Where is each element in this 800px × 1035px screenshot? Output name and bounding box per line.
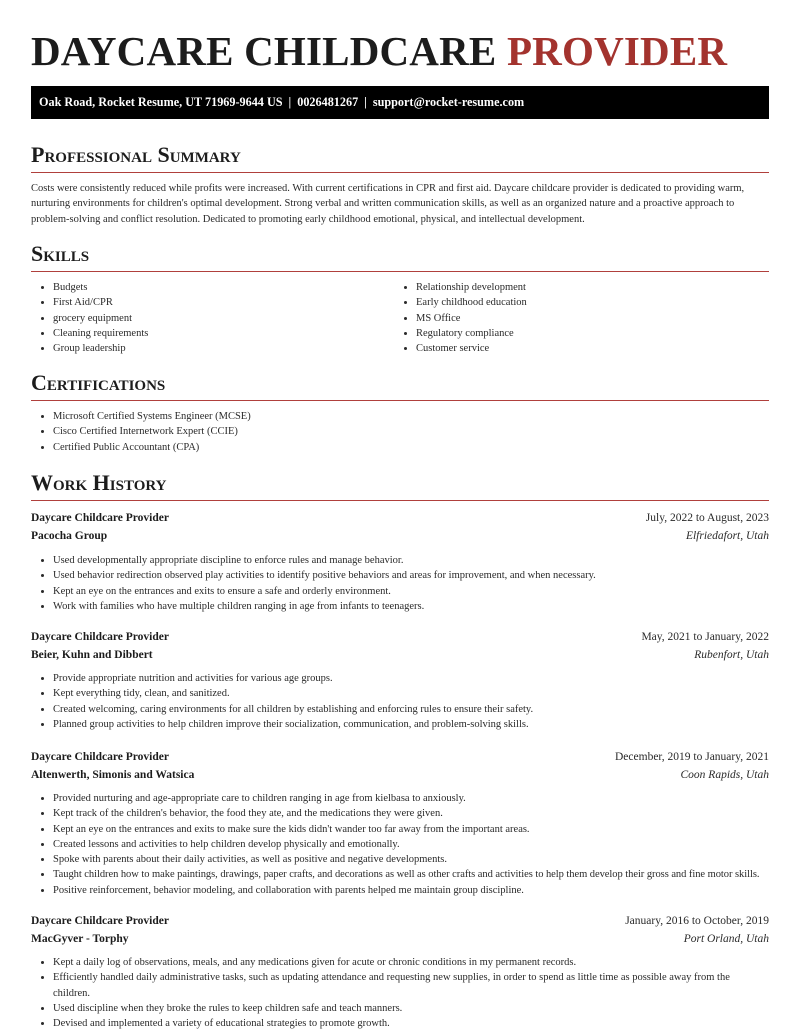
skill-item: • First Aid/CPR (53, 295, 393, 310)
job-bullet: • Created welcoming, caring environments for all children by establishing and enforcing rules to ensure their safety. (53, 702, 769, 717)
skills-list-right (394, 280, 756, 356)
contact-address: Oak Road, Rocket Resume, UT 71969-9644 US (39, 95, 283, 109)
skill-item: • MS Office (416, 311, 756, 326)
job-bullets (31, 791, 793, 898)
skill-item: • Regulatory compliance (416, 326, 756, 341)
job-dates: May, 2021 to January, 2022 (641, 631, 769, 643)
skills-list-left (31, 280, 393, 356)
job-bullet: • Kept an eye on the entrances and exits to make sure the kids didn't wander too far away from the important areas. (53, 822, 793, 837)
contact-bar (31, 86, 769, 119)
job-bullet: • Provide appropriate nutrition and activities for various age groups. (53, 671, 769, 686)
skill-item: • Early childhood education (416, 295, 756, 310)
skill-item: • Group leadership (53, 341, 393, 356)
job-bullet: • Taught children how to make paintings, drawings, paper crafts, and decorations as well as other crafts and activities to help them develop their gross and fine motor skills. (53, 867, 793, 882)
job-bullet: • Efficiently handled daily administrative tasks, such as updating attendance and requesting new supplies, in order to spend as little time as possible away from the children. (53, 970, 769, 1001)
section-divider (31, 172, 769, 173)
summary-heading: Professional Summary (31, 142, 241, 167)
section-divider (31, 271, 769, 272)
job-bullets (31, 671, 769, 732)
job-bullets (31, 955, 769, 1031)
contact-separator: | (288, 95, 292, 109)
job-bullet: • Used behavior redirection observed play activities to identify positive behaviors and areas for improvement, and when necessary. (53, 568, 769, 583)
job-location: Elfriedafort, Utah (685, 530, 769, 542)
contact-email: support@rocket-resume.com (372, 95, 525, 109)
job-bullet: • Kept track of the children's behavior, the food they ate, and the medications they were given. (53, 806, 793, 821)
job-bullet: • Kept everything tidy, clean, and sanitized. (53, 686, 769, 701)
job-dates: January, 2016 to October, 2019 (625, 915, 769, 927)
job-dates: July, 2022 to August, 2023 (645, 512, 769, 524)
job-location: Coon Rapids, Utah (680, 769, 769, 781)
job-bullet: • Kept a daily log of observations, meals, and any medications given for acute or chronic conditions in my permanent records. (53, 955, 769, 970)
certifications-list (31, 409, 769, 455)
job-company: Beier, Kuhn and Dibbert (31, 649, 153, 661)
job-bullets (31, 553, 769, 614)
certification-item: • Microsoft Certified Systems Engineer (MCSE) (53, 409, 769, 424)
skill-item: • grocery equipment (53, 311, 393, 326)
job-bullet: • Positive reinforcement, behavior modeling, and collaboration with parents helped me maintain group discipline. (53, 883, 793, 898)
work-history-heading: Work History (31, 470, 167, 495)
section-divider (31, 500, 769, 501)
job-title: Daycare Childcare Provider (31, 915, 169, 927)
job-title: Daycare Childcare Provider (31, 751, 169, 763)
job-bullet: • Spoke with parents about their daily activities, as well as positive and negative developments. (53, 852, 793, 867)
job-bullet: • Used developmentally appropriate discipline to enforce rules and manage behavior. (53, 553, 769, 568)
job-location: Rubenfort, Utah (694, 649, 769, 661)
certifications-heading: Certifications (31, 370, 166, 395)
job-bullet: • Kept an eye on the entrances and exits to ensure a safe and orderly environment. (53, 584, 769, 599)
skill-item: • Budgets (53, 280, 393, 295)
job-dates: December, 2019 to January, 2021 (615, 751, 769, 763)
job-bullet: • Created lessons and activities to help children develop physically and emotionally. (53, 837, 793, 852)
job-title: Daycare Childcare Provider (31, 512, 169, 524)
job-company: Pacocha Group (31, 530, 108, 542)
skill-item: • Cleaning requirements (53, 326, 393, 341)
job-location: Port Orland, Utah (683, 933, 769, 945)
skills-heading: Skills (31, 241, 90, 266)
job-bullet: • Devised and implemented a variety of educational strategies to promote growth. (53, 1016, 769, 1031)
summary-text: Costs were consistently reduced while profits were increased. With current certifications in CPR and first aid. Daycare childcare provider is dedicated to providing warm, nurturing environments for children's optimal development. Strong verbal and written communication skills, as well as an organized nature and a proactive approach to problem-solving and conflict resolution. Dedicated to promoting early childhood emotional, physical, and intellectual development. (31, 183, 745, 225)
job-bullet: • Planned group activities to help children improve their socialization, communication, and problem-solving skills. (53, 717, 769, 732)
job-company: Altenwerth, Simonis and Watsica (31, 769, 195, 781)
job-bullet: • Used discipline when they broke the rules to keep children safe and teach manners. (53, 1001, 769, 1016)
certification-item: • Certified Public Accountant (CPA) (53, 440, 769, 455)
skill-item: • Customer service (416, 341, 756, 356)
resume-name (31, 28, 727, 74)
job-company: MacGyver - Torphy (31, 933, 129, 945)
job-bullet: • Provided nurturing and age-appropriate care to children ranging in age from kielbasa to anxiously. (53, 791, 793, 806)
skill-item: • Relationship development (416, 280, 756, 295)
job-title: Daycare Childcare Provider (31, 631, 169, 643)
name-main: DAYCARE CHILDCARE (31, 28, 497, 74)
job-bullet: • Work with families who have multiple children ranging in age from infants to teenagers. (53, 599, 769, 614)
name-accent: PROVIDER (506, 28, 728, 74)
section-divider (31, 400, 769, 401)
contact-separator: | (364, 95, 367, 109)
contact-phone: 0026481267 (297, 95, 359, 109)
certification-item: • Cisco Certified Internetwork Expert (CCIE) (53, 424, 769, 439)
